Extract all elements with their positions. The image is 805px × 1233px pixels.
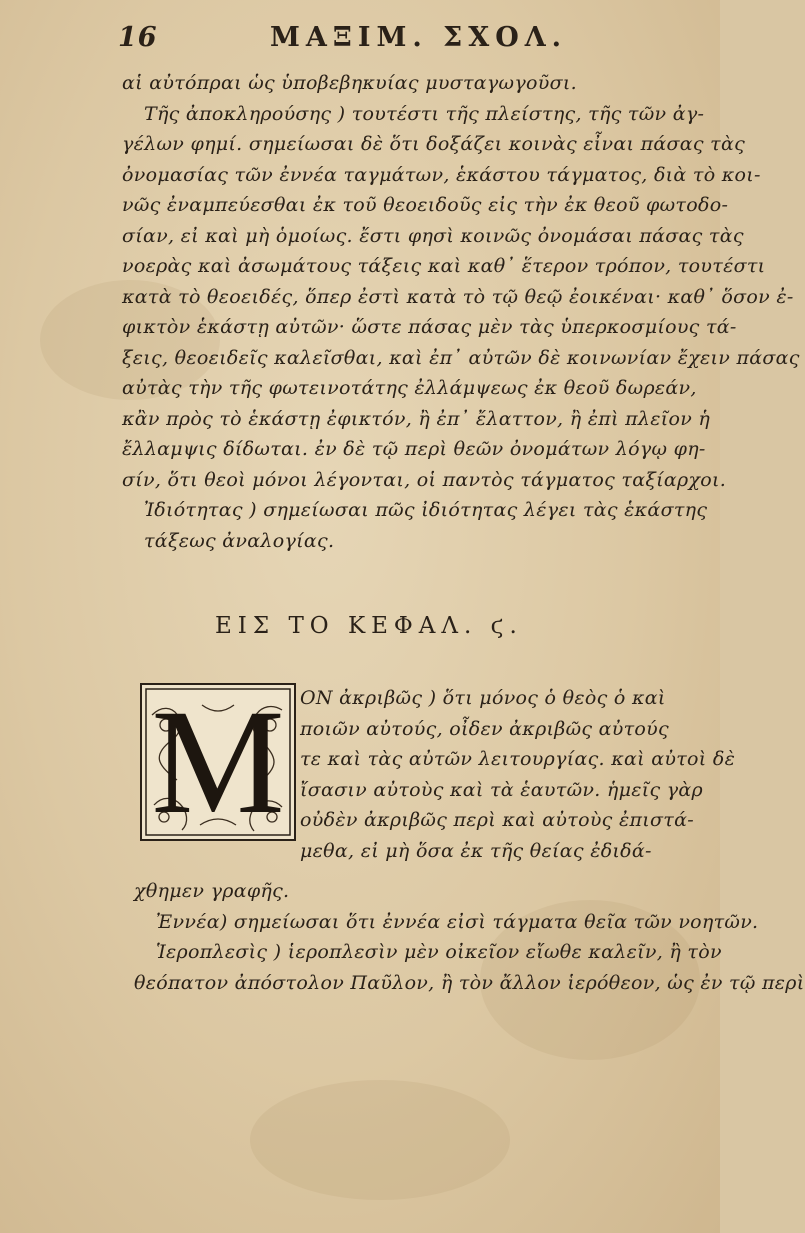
text-line: νῶς ἐναμπεύεσθαι ἐκ τοῦ θεοειδοῦς εἰς τὴν ἐκ θεοῦ φωτοδο- [122, 194, 729, 216]
paper-stain [250, 1080, 510, 1200]
text-line: σίν, ὅτι θεοὶ μόνοι λέγονται, οἱ παντὸς τάγματος ταξίαρχοι. [122, 468, 727, 491]
decorated-initial [140, 679, 296, 845]
running-title: ΜΑΞΙΜ. ΣΧΟΛ. [270, 22, 568, 53]
running-head [118, 20, 658, 60]
text-line: κἂν πρὸς τὸ ἑκάστῃ ἐφικτόν, ἢ ἐπ᾽ ἔλαττον, ἢ ἐπὶ πλεῖον ἡ [122, 407, 711, 430]
text-line: ποιῶν αὐτούς, οἶδεν ἀκριβῶς αὐτούς [300, 717, 669, 740]
text-line: Τῆς ἀποκληρούσης ) τουτέστι τῆς πλείστης, τῆς τῶν ἀγ- [144, 102, 705, 125]
text-line: νοερὰς καὶ ἀσωμάτους τάξεις καὶ καθ᾽ ἕτερον τρόπον, τουτέστι [122, 255, 766, 277]
text-line: οὐδὲν ἀκριβῶς περὶ καὶ αὐτοὺς ἐπιστά- [300, 809, 694, 831]
text-line: φικτὸν ἑκάστῃ αὐτῶν· ὥστε πάσας μὲν τὰς ὑπερκοσμίους τά- [122, 316, 737, 338]
drop-cap-letter: M [151, 679, 285, 845]
text-line: γέλων φημί. σημείωσαι δὲ ὅτι δοξάζει κοινὰς εἶναι πάσας τὰς [122, 133, 746, 155]
text-line: ΟΝ ἀκριβῶς ) ὅτι μόνος ὁ θεὸς ὁ καὶ [300, 687, 666, 709]
chapter-text-beside-initial [300, 683, 736, 866]
text-line: σίαν, εἰ καὶ μὴ ὁμοίως. ἔστι φησὶ κοινῶς ὀνομάσαι πάσας τὰς [122, 224, 744, 247]
text-line: θεόπατον ἀπόστολον Παῦλον, ἢ τὸν ἄλλον ἱερόθεον, ὡς ἐν τῷ περὶ [134, 971, 805, 994]
page-number: 16 [118, 22, 158, 53]
text-line: μεθα, εἰ μὴ ὅσα ἐκ τῆς θείας ἐδιδά- [300, 839, 652, 862]
commentary-text [122, 68, 800, 556]
text-line: τε καὶ τὰς αὐτῶν λειτουργίας. καὶ αὐτοὶ δὲ [300, 748, 736, 770]
text-line: Ἱεροπλεσὶς ) ἱεροπλεσὶν μὲν οἰκεῖον εἴωθε καλεῖν, ἢ τὸν [156, 941, 722, 963]
text-line: τάξεως ἀναλογίας. [144, 529, 335, 552]
text-line: αὐτὰς τὴν τῆς φωτεινοτάτης ἐλλάμψεως ἐκ θεοῦ δωρεάν, [122, 377, 697, 399]
text-line: κατὰ τὸ θεοειδές, ὅπερ ἐστὶ κατὰ τὸ τῷ θεῷ ἐοικέναι· καθ᾽ ὅσον ἐ- [122, 285, 794, 308]
text-line: ξεις, θεοειδεῖς καλεῖσθαι, καὶ ἐπ᾽ αὐτῶν δὲ κοινωνίαν ἔχειν πάσας [122, 346, 800, 369]
text-line: ἔλλαμψις δίδωται. ἐν δὲ τῷ περὶ θεῶν ὀνομάτων λόγῳ φη- [122, 438, 706, 460]
text-line: ἴσασιν αὐτοὺς καὶ τὰ ἑαυτῶν. ἡμεῖς γὰρ [300, 778, 704, 801]
chapter-text-continued [134, 876, 805, 998]
text-line: ὀνομασίας τῶν ἐννέα ταγμάτων, ἑκάστου τάγματος, διὰ τὸ κοι- [122, 163, 761, 186]
text-line: Ἰδιότητας ) σημείωσαι πῶς ἰδιότητας λέγει τὰς ἑκάστης [144, 499, 708, 521]
text-line: χθημεν γραφῆς. [134, 880, 290, 902]
text-line: Ἐννέα) σημείωσαι ὅτι ἐννέα εἰσὶ τάγματα θεῖα τῶν νοητῶν. [156, 910, 759, 933]
text-line: αἱ αὐτόπραι ὡς ὑποβεβηκυίας μυσταγωγοῦσι. [122, 72, 577, 94]
chapter-heading: ΕΙΣ ΤΟ ΚΕΦΑΛ. ϛ. [215, 613, 523, 639]
